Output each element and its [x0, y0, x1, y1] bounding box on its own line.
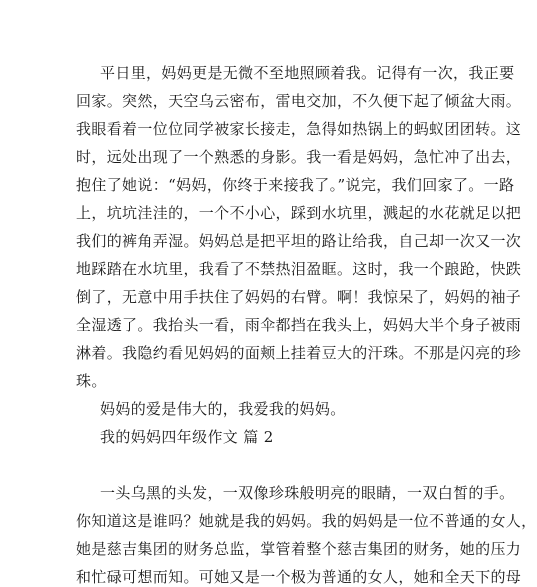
paragraph-1-line-11: 淋着。我隐约看见妈妈的面颊上挂着豆大的汗珠。不那是闪亮的珍: [76, 344, 522, 362]
paragraph-1-line-2: 回家。突然，天空乌云密布，雷电交加，不久便下起了倾盆大雨。: [76, 92, 522, 110]
paragraph-1-line-12: 珠。: [76, 372, 107, 390]
paragraph-1-line-9: 倒了，无意中用手扶住了妈妈的右臂。啊！我惊呆了，妈妈的袖子: [76, 288, 522, 306]
paragraph-3-line-2: 你知道这是谁吗？她就是我的妈妈。我的妈妈是一位不普通的女人，: [76, 512, 537, 530]
paragraph-1-line-4: 时，远处出现了一个熟悉的身影。我一看是妈妈，急忙冲了出去，: [76, 148, 522, 166]
section-title: 我的妈妈四年级作文 篇 2: [100, 428, 274, 446]
paragraph-1-line-7: 我们的裤角弄湿。妈妈总是把平坦的路让给我，自己却一次又一次: [76, 232, 522, 250]
paragraph-1-line-1: 平日里，妈妈更是无微不至地照顾着我。记得有一次，我正要: [100, 64, 515, 82]
paragraph-1-line-3: 我眼看着一位位同学被家长接走，急得如热锅上的蚂蚁团团转。这: [76, 120, 522, 138]
paragraph-1-line-6: 上，坑坑洼洼的，一个不小心，踩到水坑里，溅起的水花就足以把: [76, 204, 522, 222]
paragraph-3-line-4: 和忙碌可想而知。可她又是一个极为普通的女人，她和全天下的母: [76, 568, 522, 586]
paragraph-1-line-10: 全湿透了。我抬头一看，雨伞都挡在我头上，妈妈大半个身子被雨: [76, 316, 522, 334]
paragraph-1-line-8: 地踩踏在水坑里，我看了不禁热泪盈眶。这时，我一个踉跄，快跌: [76, 260, 522, 278]
paragraph-2: 妈妈的爱是伟大的，我爱我的妈妈。: [100, 400, 346, 418]
paragraph-3-line-1: 一头乌黑的头发，一双像珍珠般明亮的眼睛，一双白皙的手。: [100, 484, 515, 502]
paragraph-1-line-5: 抱住了她说：“妈妈，你终于来接我了。”说完，我们回家了。一路: [76, 176, 515, 194]
paragraph-3-line-3: 她是慈吉集团的财务总监，掌管着整个慈吉集团的财务，她的压力: [76, 540, 522, 558]
